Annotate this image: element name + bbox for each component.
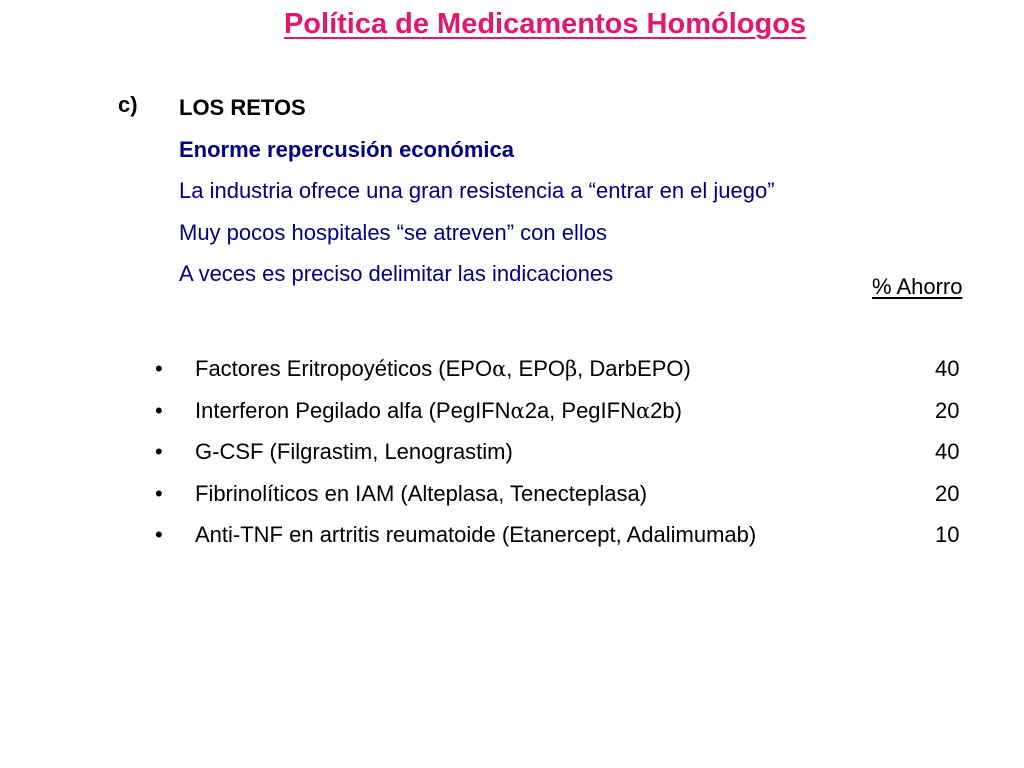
table-row [155, 478, 975, 520]
challenges-list [179, 92, 775, 300]
drug-group-name: Factores Eritropoyéticos (EPOα, EPOβ, DarbEPO) [195, 356, 691, 381]
table-row [155, 436, 975, 478]
savings-value: 10 [935, 522, 960, 548]
savings-value: 20 [935, 480, 960, 506]
bullet-marker: • [155, 522, 163, 548]
alpha-symbol: α [492, 357, 507, 381]
challenge-point: Muy pocos hospitales “se atreven” con ellos [179, 219, 607, 245]
drug-group-name: G-CSF (Filgrastim, Lenograstim) [195, 439, 513, 465]
challenges-heading: LOS RETOS [179, 95, 306, 120]
table-row [155, 519, 975, 561]
bullet-marker: • [155, 480, 163, 506]
savings-value: 40 [935, 356, 960, 381]
savings-column-header: % Ahorro [872, 274, 963, 299]
economic-impact-text: Enorme repercusión económica [179, 136, 514, 162]
drug-group-name: Anti-TNF en artritis reumatoide (Etanercept, Adalimumab) [195, 522, 757, 548]
alpha-symbol: α [635, 398, 651, 423]
challenge-point: A veces es preciso delimitar las indicaciones [179, 261, 614, 287]
bullet-marker: • [155, 397, 163, 423]
alpha-symbol: α [510, 398, 525, 423]
bullet-marker: • [155, 439, 163, 465]
slide-title: Política de Medicamentos Homólogos [283, 8, 807, 40]
challenge-point: La industria ofrece una gran resistencia a “entrar en el juego” [179, 178, 775, 204]
beta-symbol: β [564, 357, 578, 381]
table-row [155, 395, 975, 437]
savings-value: 40 [935, 439, 960, 465]
drug-group-name: Interferon Pegilado alfa (PegIFNα2a, PegIFNα2b) [195, 397, 682, 423]
table-row [155, 353, 975, 395]
savings-table [155, 353, 975, 561]
section-marker: c) [118, 92, 138, 117]
bullet-marker: • [155, 356, 163, 381]
drug-group-name: Fibrinolíticos en IAM (Alteplasa, Tenecteplasa) [195, 480, 648, 506]
savings-value: 20 [935, 397, 960, 423]
